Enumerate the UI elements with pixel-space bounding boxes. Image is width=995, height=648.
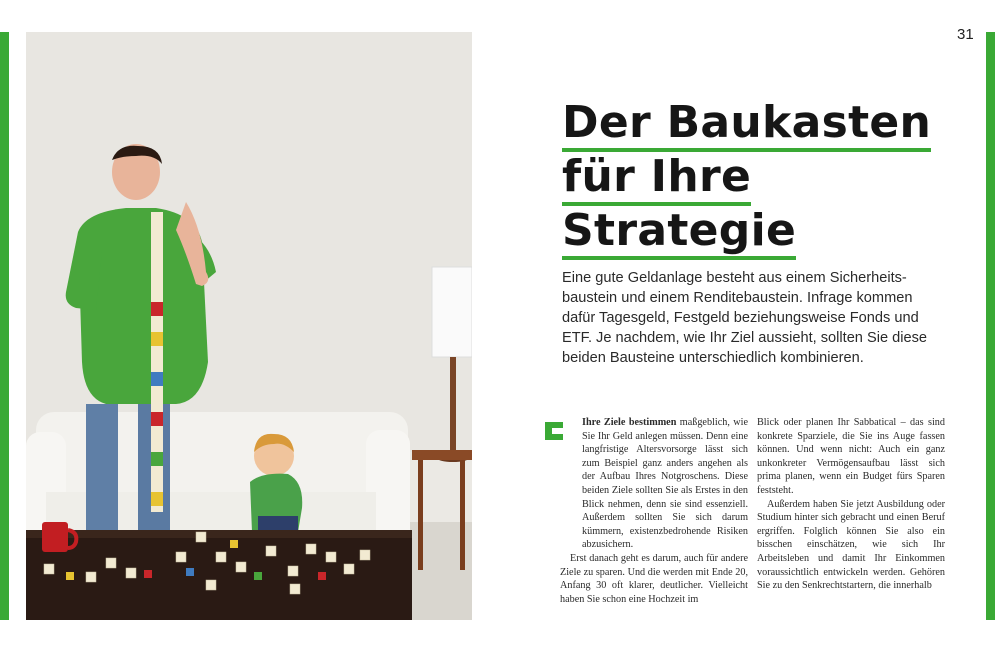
right-green-margin-bar — [986, 32, 995, 620]
body-column-left — [560, 416, 748, 606]
body-column-right — [757, 416, 945, 593]
lead-in-bold: Ihre Ziele bestimmen — [582, 417, 677, 428]
photo-father-child-blocks — [26, 32, 472, 620]
intro-paragraph: Eine gute Geldanlage besteht aus einem Sicherheits- baustein und einem Renditebaustein. Infrage kommen dafür Tagesgeld, Festgeld beziehungsweise Fonds und ETF. Je nachdem, wie Ihr Ziel aussieht, sollten Sie diese beiden Bausteine unterschiedlich kombinieren. — [562, 270, 928, 366]
body-right-paragraph-1: Blick oder planen Ihr Sabbatical – das sind konkrete Sparziele, die Sie ins Auge fassen können. Und wenn nicht: Auch ein ganz unkonkreter Vermögensaufbau lässt sich prima planen, wenn ein Budget fürs Sparen feststeht. — [757, 417, 945, 496]
headline-line-2: für Ihre — [562, 152, 942, 206]
page-number: 31 — [957, 26, 974, 43]
body-right-paragraph-2: Außerdem haben Sie jetzt Ausbildung oder Studium hinter sich gebracht und einen Beruf ergriffen. Folglich können Sie also ein bisschen einschätzen, wie sich Ihr Arbeitsleben und damit Ihr Einkommen voraussichtlich entwickeln werden. Gehören Sie zu den Senkrechtstartern, die innerhalb — [757, 498, 945, 592]
body-left-paragraph-1: Ihre Ziele bestimmen maßgeblich, wie Sie Ihr Geld anlegen müssen. Denn eine langfristige Altersvorsorge lässt sich zum Beispiel ganz anders angehen als der Aufbau Ihres Notgroschens. Diese beiden Ziele sollten Sie als Erstes in den Blick nehmen, denn sie sind essenziell. Außerdem sollten Sie sich darum kümmern, existenzbedrohende Risiken abzusichern. — [582, 417, 748, 551]
headline-line-3: Strategie — [562, 206, 942, 260]
body-left-paragraph-2: Erst danach geht es darum, auch für andere Ziele zu sparen. Und die werden mit Ende 20, Anfang 30 oft klarer, deutlicher. Vielleicht haben Sie schon eine Hochzeit im — [560, 552, 748, 605]
headline — [562, 98, 942, 260]
left-green-margin-bar — [0, 32, 9, 620]
headline-line-1: Der Baukasten — [562, 98, 942, 152]
